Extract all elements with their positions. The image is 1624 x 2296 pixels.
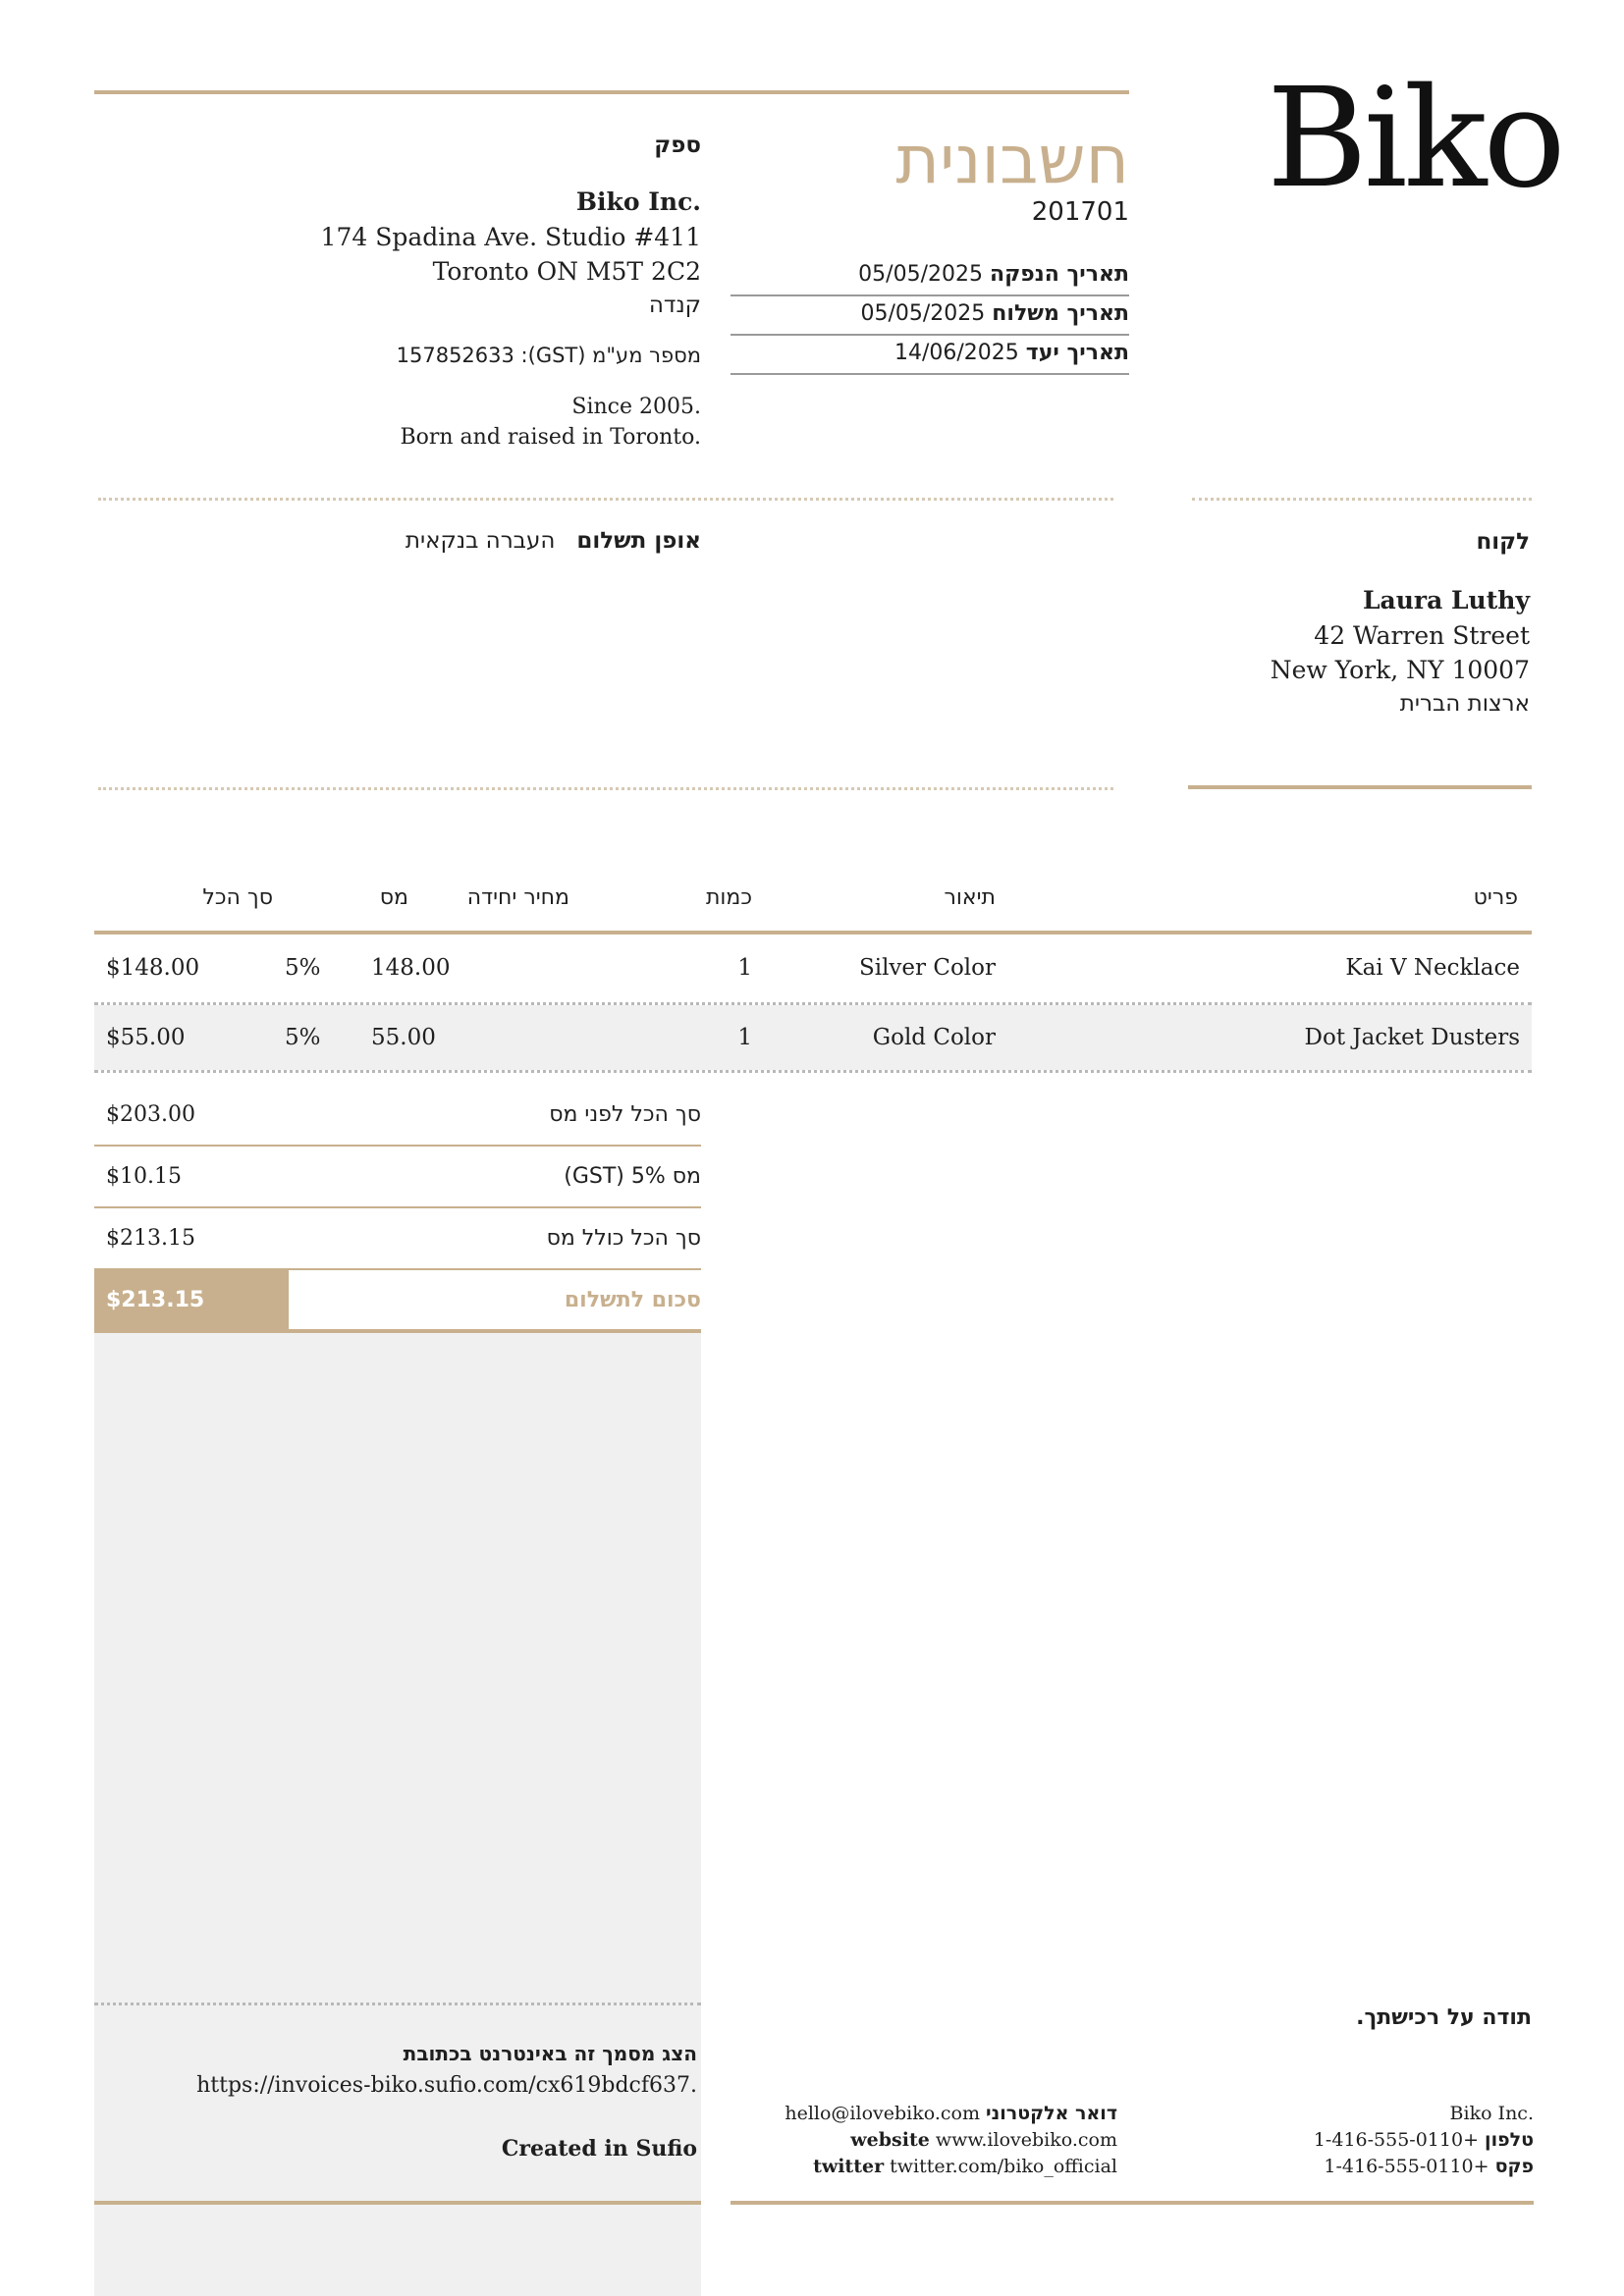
dotted-divider xyxy=(1192,498,1532,501)
issue-date-value: 05/05/2025 xyxy=(858,262,983,287)
subtotal-label: סך הכל לפני מס xyxy=(549,1102,701,1127)
delivery-date-row xyxy=(731,296,1129,336)
row-total: $148.00 xyxy=(106,955,200,981)
website-value[interactable]: www.ilovebiko.com xyxy=(935,2129,1117,2151)
footer-fax-line xyxy=(1178,2154,1534,2180)
payment-method-label: אופן תשלום xyxy=(576,528,701,554)
email-label: דואר אלקטרוני xyxy=(986,2103,1117,2124)
supplier-note-line1: Since 2005. xyxy=(571,395,701,419)
supplier-country: קנדה xyxy=(648,293,701,318)
created-in-sufio: Created in Sufio xyxy=(501,2136,697,2162)
online-link-heading: הצג מסמך זה באינטרנט בכתובת xyxy=(403,2042,697,2065)
amount-due-value: $213.15 xyxy=(94,1270,289,1331)
supplier-block xyxy=(295,126,701,453)
email-value[interactable]: hello@ilovebiko.com xyxy=(785,2103,980,2124)
phone-value: +1-416-555-0110 xyxy=(1313,2129,1479,2151)
invoice-dates xyxy=(731,257,1129,375)
dotted-divider xyxy=(94,2002,701,2005)
customer-heading: לקוח xyxy=(1476,529,1530,555)
issue-date-row xyxy=(731,257,1129,296)
tax-row xyxy=(94,1147,701,1206)
footer-rule-right xyxy=(731,2201,1534,2205)
total-row xyxy=(94,1208,701,1268)
supplier-address-line1: 174 Spadina Ave. Studio #411 xyxy=(320,223,701,251)
due-date-label: תאריך יעד xyxy=(1025,341,1129,365)
tax-value: $10.15 xyxy=(106,1164,182,1189)
items-table-header xyxy=(94,883,1532,933)
footer-email-line xyxy=(746,2101,1117,2127)
totals-block xyxy=(94,1086,701,1331)
row-total: $55.00 xyxy=(106,1025,186,1050)
customer-country: ארצות הברית xyxy=(1399,691,1530,717)
customer-name: Laura Luthy xyxy=(1362,586,1530,614)
issue-date-label: תאריך הנפקה xyxy=(989,262,1129,287)
website-label: website xyxy=(850,2129,930,2151)
total-label: סך הכל כולל מס xyxy=(546,1226,701,1251)
dotted-divider xyxy=(98,787,1113,790)
row-description: Gold Color xyxy=(872,1025,996,1050)
row-item: Dot Jacket Dusters xyxy=(1304,1025,1520,1050)
delivery-date-label: תאריך משלוח xyxy=(992,301,1129,326)
customer-rule xyxy=(1188,785,1532,789)
column-header-description: תיאור xyxy=(944,885,996,910)
dotted-divider xyxy=(98,498,1113,501)
footer-company xyxy=(1178,2101,1534,2180)
row-quantity: 1 xyxy=(737,1025,752,1050)
footer-phone-line xyxy=(1178,2127,1534,2154)
row-divider xyxy=(94,1070,1532,1073)
amount-due-row xyxy=(94,1270,701,1331)
column-header-total: סך הכל xyxy=(202,885,273,910)
online-link-block xyxy=(94,2038,697,2165)
row-quantity: 1 xyxy=(737,955,752,981)
row-tax: 5% xyxy=(285,955,321,981)
customer-block xyxy=(1178,526,1530,721)
table-row xyxy=(94,934,1532,1001)
footer-website-line xyxy=(746,2127,1117,2154)
column-header-tax: מס xyxy=(379,885,408,910)
subtotal-row xyxy=(94,1086,701,1145)
online-link-url[interactable]: https://invoices-biko.sufio.com/cx619bdcf637. xyxy=(196,2073,697,2098)
supplier-note-line2: Born and raised in Toronto. xyxy=(400,425,701,450)
table-row xyxy=(94,1005,1532,1070)
payment-method xyxy=(295,526,701,556)
supplier-name: Biko Inc. xyxy=(575,187,701,216)
phone-label: טלפון xyxy=(1485,2129,1534,2151)
supplier-tax-id: מספר מע"מ (GST): 157852633 xyxy=(396,344,701,367)
row-unit-price: 148.00 xyxy=(371,955,451,981)
footer-company-name: Biko Inc. xyxy=(1449,2103,1534,2124)
supplier-address-line2: Toronto ON M5T 2C2 xyxy=(432,257,701,286)
invoice-title: חשבונית xyxy=(895,122,1129,199)
row-item: Kai V Necklace xyxy=(1345,955,1520,981)
invoice-number: 201701 xyxy=(1031,197,1129,227)
footer-rule-left xyxy=(94,2201,701,2205)
column-header-item: פריט xyxy=(1473,885,1518,910)
top-rule xyxy=(94,90,1129,94)
delivery-date-value: 05/05/2025 xyxy=(860,301,986,326)
biko-logo: Biko xyxy=(1267,59,1562,219)
fax-value: +1-416-555-0110 xyxy=(1324,2156,1489,2177)
payment-method-value: העברה בנקאית xyxy=(405,528,556,554)
column-header-unit-price: מחיר יחידה xyxy=(466,885,569,910)
row-tax: 5% xyxy=(285,1025,321,1050)
twitter-value[interactable]: twitter.com/biko_official xyxy=(890,2156,1117,2177)
column-header-quantity: כמות xyxy=(705,885,752,910)
tax-label: מס 5% (GST) xyxy=(564,1164,701,1189)
amount-due-label: סכום לתשלום xyxy=(564,1288,701,1312)
footer-twitter-line xyxy=(746,2154,1117,2180)
supplier-heading: ספק xyxy=(654,133,701,158)
due-date-value: 14/06/2025 xyxy=(893,341,1019,365)
footer-contact xyxy=(746,2101,1117,2180)
row-description: Silver Color xyxy=(858,955,996,981)
customer-address-line2: New York, NY 10007 xyxy=(1270,656,1530,684)
subtotal-value: $203.00 xyxy=(106,1102,195,1127)
customer-address-line1: 42 Warren Street xyxy=(1314,621,1530,650)
row-unit-price: 55.00 xyxy=(371,1025,436,1050)
total-value: $213.15 xyxy=(106,1226,195,1251)
thank-you-message: תודה על רכישתך. xyxy=(1356,2005,1532,2030)
fax-label: פקס xyxy=(1494,2156,1534,2177)
twitter-label: twitter xyxy=(813,2156,885,2177)
due-date-row xyxy=(731,336,1129,375)
